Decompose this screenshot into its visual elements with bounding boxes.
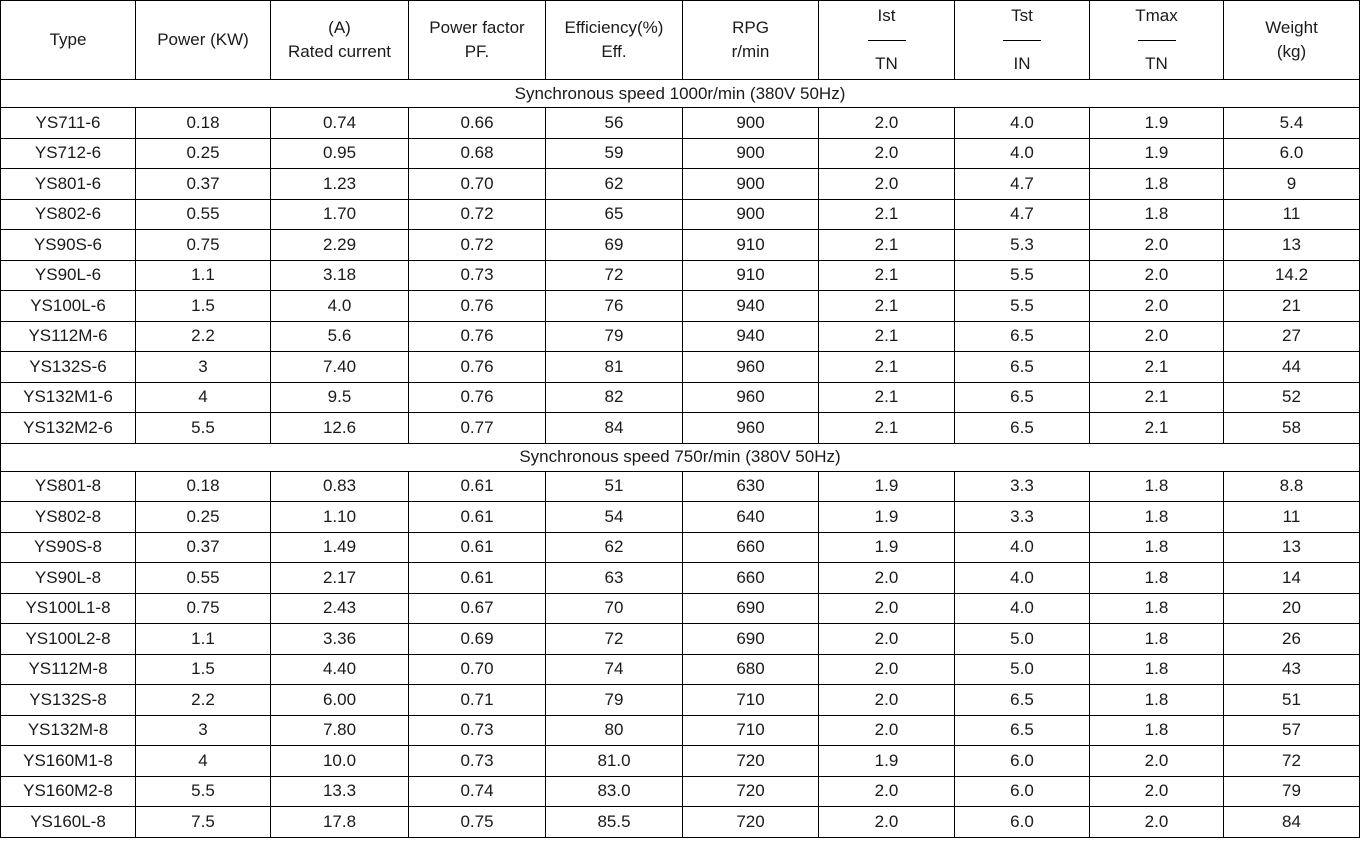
- table-cell: 2.0: [819, 138, 955, 169]
- table-cell: 1.10: [271, 502, 409, 533]
- fraction-rule: [1138, 40, 1176, 41]
- table-cell: 1.8: [1090, 715, 1224, 746]
- table-cell: 51: [1224, 685, 1360, 716]
- table-cell: 3.36: [271, 624, 409, 655]
- table-cell: 960: [683, 413, 819, 444]
- table-cell: 13.3: [271, 776, 409, 807]
- table-cell: 72: [546, 260, 683, 291]
- table-cell: 59: [546, 138, 683, 169]
- table-cell: 2.0: [819, 807, 955, 838]
- table-cell: YS160M2-8: [1, 776, 136, 807]
- table-cell: 900: [683, 169, 819, 200]
- table-cell: 6.0: [1224, 138, 1360, 169]
- table-cell: 0.73: [409, 746, 546, 777]
- table-cell: 52: [1224, 382, 1360, 413]
- table-cell: 2.1: [819, 199, 955, 230]
- table-cell: 0.72: [409, 230, 546, 261]
- table-cell: 7.40: [271, 352, 409, 383]
- table-cell: 80: [546, 715, 683, 746]
- table-cell: 7.80: [271, 715, 409, 746]
- table-cell: 960: [683, 352, 819, 383]
- table-cell: 9: [1224, 169, 1360, 200]
- table-cell: YS100L2-8: [1, 624, 136, 655]
- table-cell: 900: [683, 138, 819, 169]
- table-cell: 2.1: [819, 382, 955, 413]
- table-cell: 0.75: [136, 593, 271, 624]
- table-cell: 0.25: [136, 138, 271, 169]
- table-cell: 2.0: [819, 169, 955, 200]
- pf-label: Power factor: [429, 18, 525, 37]
- table-cell: YS112M-8: [1, 654, 136, 685]
- table-cell: 0.18: [136, 108, 271, 139]
- table-cell: 690: [683, 624, 819, 655]
- table-cell: YS100L-6: [1, 291, 136, 322]
- table-cell: 3: [136, 352, 271, 383]
- table-cell: 26: [1224, 624, 1360, 655]
- table-cell: 82: [546, 382, 683, 413]
- table-cell: 14.2: [1224, 260, 1360, 291]
- table-cell: 910: [683, 260, 819, 291]
- table-cell: 0.25: [136, 502, 271, 533]
- table-cell: 13: [1224, 532, 1360, 563]
- current-label: Rated current: [288, 42, 391, 61]
- table-cell: 1.8: [1090, 532, 1224, 563]
- table-cell: 0.75: [409, 807, 546, 838]
- table-cell: 1.8: [1090, 471, 1224, 502]
- table-cell: YS160L-8: [1, 807, 136, 838]
- table-cell: 2.1: [1090, 413, 1224, 444]
- table-cell: 2.0: [819, 685, 955, 716]
- table-row: [1, 685, 1360, 716]
- table-cell: 1.9: [1090, 108, 1224, 139]
- table-cell: 2.1: [819, 413, 955, 444]
- table-cell: 81.0: [546, 746, 683, 777]
- table-cell: 0.55: [136, 563, 271, 594]
- col-header-type: Type: [1, 1, 136, 80]
- table-cell: 1.8: [1090, 654, 1224, 685]
- weight-unit: (kg): [1276, 42, 1307, 61]
- table-row: [1, 654, 1360, 685]
- table-cell: 2.43: [271, 593, 409, 624]
- table-cell: 4.7: [955, 199, 1090, 230]
- table-cell: 1.5: [136, 654, 271, 685]
- table-cell: 710: [683, 685, 819, 716]
- table-cell: YS802-8: [1, 502, 136, 533]
- table-cell: 17.8: [271, 807, 409, 838]
- table-cell: 6.00: [271, 685, 409, 716]
- table-cell: 2.2: [136, 321, 271, 352]
- table-cell: 660: [683, 532, 819, 563]
- table-cell: 1.49: [271, 532, 409, 563]
- table-cell: YS90S-6: [1, 230, 136, 261]
- table-cell: 0.76: [409, 291, 546, 322]
- table-row: [1, 352, 1360, 383]
- table-row: [1, 807, 1360, 838]
- table-cell: 1.23: [271, 169, 409, 200]
- table-cell: 940: [683, 291, 819, 322]
- table-cell: 2.0: [819, 108, 955, 139]
- table-cell: YS132S-8: [1, 685, 136, 716]
- table-body: [1, 80, 1360, 838]
- col-header-tmax-tn: [1090, 1, 1224, 80]
- table-row: [1, 199, 1360, 230]
- table-cell: 44: [1224, 352, 1360, 383]
- table-cell: 21: [1224, 291, 1360, 322]
- table-cell: 2.0: [1090, 746, 1224, 777]
- ist-numerator: Ist: [877, 6, 896, 25]
- table-cell: 1.9: [1090, 138, 1224, 169]
- table-row: [1, 291, 1360, 322]
- table-cell: 5.0: [955, 654, 1090, 685]
- table-cell: YS112M-6: [1, 321, 136, 352]
- table-cell: 0.73: [409, 260, 546, 291]
- col-header-rpg: [683, 1, 819, 80]
- weight-label: Weight: [1265, 18, 1318, 37]
- section-title: Synchronous speed 1000r/min (380V 50Hz): [1, 80, 1360, 108]
- table-cell: 630: [683, 471, 819, 502]
- table-cell: 1.1: [136, 260, 271, 291]
- table-cell: 0.68: [409, 138, 546, 169]
- table-cell: 83.0: [546, 776, 683, 807]
- table-cell: 0.72: [409, 199, 546, 230]
- table-cell: 2.0: [819, 715, 955, 746]
- table-cell: 6.5: [955, 413, 1090, 444]
- table-cell: 2.0: [819, 563, 955, 594]
- table-cell: 660: [683, 563, 819, 594]
- table-cell: YS160M1-8: [1, 746, 136, 777]
- table-cell: 1.8: [1090, 169, 1224, 200]
- table-cell: 62: [546, 169, 683, 200]
- table-cell: YS132M-8: [1, 715, 136, 746]
- table-cell: 4.0: [955, 532, 1090, 563]
- table-cell: 2.0: [1090, 260, 1224, 291]
- table-cell: 1.9: [819, 502, 955, 533]
- table-cell: 2.1: [819, 260, 955, 291]
- table-cell: 62: [546, 532, 683, 563]
- table-cell: 2.1: [819, 291, 955, 322]
- table-cell: 4: [136, 746, 271, 777]
- table-cell: 5.3: [955, 230, 1090, 261]
- table-cell: 2.2: [136, 685, 271, 716]
- table-cell: 79: [1224, 776, 1360, 807]
- table-cell: 0.67: [409, 593, 546, 624]
- table-cell: 1.8: [1090, 199, 1224, 230]
- table-cell: 4.0: [955, 108, 1090, 139]
- table-cell: 1.9: [819, 471, 955, 502]
- header-row: [1, 1, 1360, 80]
- table-cell: 1.8: [1090, 685, 1224, 716]
- table-cell: 54: [546, 502, 683, 533]
- table-cell: 6.0: [955, 776, 1090, 807]
- table-cell: 6.5: [955, 715, 1090, 746]
- table-cell: 1.8: [1090, 502, 1224, 533]
- table-row: [1, 715, 1360, 746]
- table-cell: 2.0: [819, 654, 955, 685]
- table-cell: 7.5: [136, 807, 271, 838]
- rpg-unit: r/min: [731, 42, 770, 61]
- table-cell: 1.8: [1090, 563, 1224, 594]
- table-cell: 4.7: [955, 169, 1090, 200]
- table-cell: 74: [546, 654, 683, 685]
- table-cell: 9.5: [271, 382, 409, 413]
- table-cell: 1.70: [271, 199, 409, 230]
- table-cell: 0.77: [409, 413, 546, 444]
- table-cell: 2.29: [271, 230, 409, 261]
- table-cell: 2.0: [1090, 776, 1224, 807]
- col-header-tst-in: [955, 1, 1090, 80]
- col-header-power-factor: [409, 1, 546, 80]
- table-cell: 900: [683, 199, 819, 230]
- table-cell: 5.5: [136, 776, 271, 807]
- table-cell: YS801-6: [1, 169, 136, 200]
- table-cell: YS90L-6: [1, 260, 136, 291]
- table-cell: 6.5: [955, 382, 1090, 413]
- table-cell: YS132S-6: [1, 352, 136, 383]
- table-cell: 2.0: [819, 624, 955, 655]
- table-cell: 0.66: [409, 108, 546, 139]
- eff-abbrev: Eff.: [601, 42, 627, 61]
- table-cell: 5.6: [271, 321, 409, 352]
- table-cell: 680: [683, 654, 819, 685]
- table-cell: 6.0: [955, 746, 1090, 777]
- table-cell: 1.8: [1090, 593, 1224, 624]
- table-cell: 70: [546, 593, 683, 624]
- table-cell: 72: [1224, 746, 1360, 777]
- table-cell: 2.0: [1090, 230, 1224, 261]
- table-cell: 0.37: [136, 169, 271, 200]
- table-cell: 5.5: [136, 413, 271, 444]
- table-cell: 690: [683, 593, 819, 624]
- table-cell: 0.75: [136, 230, 271, 261]
- table-cell: 0.73: [409, 715, 546, 746]
- table-cell: 0.76: [409, 382, 546, 413]
- pf-abbrev: PF.: [464, 42, 490, 61]
- table-row: [1, 593, 1360, 624]
- table-cell: 11: [1224, 199, 1360, 230]
- table-cell: 8.8: [1224, 471, 1360, 502]
- table-row: [1, 471, 1360, 502]
- ist-denominator: TN: [875, 54, 898, 73]
- table-cell: 4.0: [955, 563, 1090, 594]
- table-cell: 720: [683, 807, 819, 838]
- col-header-efficiency: [546, 1, 683, 80]
- table-cell: 3.3: [955, 502, 1090, 533]
- table-cell: 2.0: [1090, 807, 1224, 838]
- eff-label: Efficiency(%): [564, 18, 664, 37]
- table-cell: 2.0: [819, 593, 955, 624]
- table-cell: 0.70: [409, 169, 546, 200]
- table-cell: 4.0: [955, 593, 1090, 624]
- col-header-current: [271, 1, 409, 80]
- table-cell: 79: [546, 321, 683, 352]
- table-cell: 1.1: [136, 624, 271, 655]
- table-cell: YS132M1-6: [1, 382, 136, 413]
- table-cell: 20: [1224, 593, 1360, 624]
- table-cell: YS132M2-6: [1, 413, 136, 444]
- table-cell: 3.18: [271, 260, 409, 291]
- current-unit: (A): [328, 18, 351, 37]
- table-cell: 2.1: [819, 352, 955, 383]
- table-cell: 51: [546, 471, 683, 502]
- table-cell: 1.5: [136, 291, 271, 322]
- table-cell: 0.61: [409, 563, 546, 594]
- table-cell: 2.1: [819, 230, 955, 261]
- table-cell: 2.17: [271, 563, 409, 594]
- table-cell: 0.55: [136, 199, 271, 230]
- table-cell: 0.74: [271, 108, 409, 139]
- table-cell: 0.71: [409, 685, 546, 716]
- table-cell: 0.83: [271, 471, 409, 502]
- table-row: [1, 776, 1360, 807]
- table-cell: 720: [683, 776, 819, 807]
- table-cell: 79: [546, 685, 683, 716]
- table-cell: 2.1: [1090, 382, 1224, 413]
- table-cell: 960: [683, 382, 819, 413]
- table-row: [1, 532, 1360, 563]
- table-cell: 0.37: [136, 532, 271, 563]
- table-cell: 10.0: [271, 746, 409, 777]
- table-cell: 5.4: [1224, 108, 1360, 139]
- table-cell: 4.0: [955, 138, 1090, 169]
- table-cell: 3.3: [955, 471, 1090, 502]
- table-cell: 0.76: [409, 352, 546, 383]
- table-cell: 76: [546, 291, 683, 322]
- table-cell: 4.40: [271, 654, 409, 685]
- table-cell: 0.18: [136, 471, 271, 502]
- table-row: [1, 260, 1360, 291]
- table-cell: 0.70: [409, 654, 546, 685]
- table-row: [1, 382, 1360, 413]
- table-cell: 11: [1224, 502, 1360, 533]
- tst-numerator: Tst: [1011, 6, 1033, 25]
- table-cell: 2.0: [1090, 291, 1224, 322]
- table-row: [1, 746, 1360, 777]
- table-cell: 5.5: [955, 260, 1090, 291]
- table-cell: 72: [546, 624, 683, 655]
- table-cell: 84: [546, 413, 683, 444]
- table-cell: 14: [1224, 563, 1360, 594]
- table-row: [1, 108, 1360, 139]
- table-cell: 0.61: [409, 471, 546, 502]
- table-cell: 2.0: [1090, 321, 1224, 352]
- table-cell: 84: [1224, 807, 1360, 838]
- section-header-row: [1, 80, 1360, 108]
- table-row: [1, 321, 1360, 352]
- table-cell: 69: [546, 230, 683, 261]
- table-cell: 0.61: [409, 532, 546, 563]
- table-cell: 12.6: [271, 413, 409, 444]
- table-cell: 5.5: [955, 291, 1090, 322]
- table-cell: 900: [683, 108, 819, 139]
- table-row: [1, 138, 1360, 169]
- table-row: [1, 624, 1360, 655]
- table-cell: 1.9: [819, 746, 955, 777]
- table-cell: 85.5: [546, 807, 683, 838]
- table-row: [1, 563, 1360, 594]
- table-cell: 0.95: [271, 138, 409, 169]
- table-cell: 1.9: [819, 532, 955, 563]
- table-cell: 57: [1224, 715, 1360, 746]
- col-header-weight: [1224, 1, 1360, 80]
- table-cell: 4: [136, 382, 271, 413]
- table-cell: 720: [683, 746, 819, 777]
- table-row: [1, 502, 1360, 533]
- table-cell: 2.1: [819, 321, 955, 352]
- table-row: [1, 230, 1360, 261]
- table-row: [1, 169, 1360, 200]
- table-cell: 2.0: [819, 776, 955, 807]
- table-cell: 6.0: [955, 807, 1090, 838]
- rpg-label: RPG: [732, 18, 769, 37]
- table-cell: 6.5: [955, 685, 1090, 716]
- col-header-power: Power (KW): [136, 1, 271, 80]
- section-title: Synchronous speed 750r/min (380V 50Hz): [1, 443, 1360, 471]
- table-cell: 0.76: [409, 321, 546, 352]
- table-cell: 63: [546, 563, 683, 594]
- table-cell: YS802-6: [1, 199, 136, 230]
- table-cell: YS100L1-8: [1, 593, 136, 624]
- table-cell: 13: [1224, 230, 1360, 261]
- table-cell: 56: [546, 108, 683, 139]
- table-cell: 58: [1224, 413, 1360, 444]
- col-header-ist-tn: [819, 1, 955, 80]
- table-cell: 6.5: [955, 352, 1090, 383]
- table-cell: 710: [683, 715, 819, 746]
- table-cell: 65: [546, 199, 683, 230]
- fraction-rule: [868, 40, 906, 41]
- tmax-numerator: Tmax: [1135, 6, 1178, 25]
- section-header-row: [1, 443, 1360, 471]
- table-cell: 910: [683, 230, 819, 261]
- table-cell: 5.0: [955, 624, 1090, 655]
- table-cell: YS711-6: [1, 108, 136, 139]
- table-cell: YS801-8: [1, 471, 136, 502]
- table-cell: YS712-6: [1, 138, 136, 169]
- table-cell: YS90L-8: [1, 563, 136, 594]
- table-cell: 6.5: [955, 321, 1090, 352]
- table-cell: 81: [546, 352, 683, 383]
- table-cell: 0.61: [409, 502, 546, 533]
- table-cell: YS90S-8: [1, 532, 136, 563]
- table-cell: 1.8: [1090, 624, 1224, 655]
- table-cell: 4.0: [271, 291, 409, 322]
- table-cell: 3: [136, 715, 271, 746]
- table-cell: 0.74: [409, 776, 546, 807]
- tmax-denominator: TN: [1145, 54, 1168, 73]
- fraction-rule: [1003, 40, 1041, 41]
- table-cell: 27: [1224, 321, 1360, 352]
- table-row: [1, 413, 1360, 444]
- table-cell: 2.1: [1090, 352, 1224, 383]
- table-cell: 43: [1224, 654, 1360, 685]
- table-cell: 940: [683, 321, 819, 352]
- table-cell: 640: [683, 502, 819, 533]
- table-cell: 0.69: [409, 624, 546, 655]
- tst-denominator: IN: [1013, 54, 1031, 73]
